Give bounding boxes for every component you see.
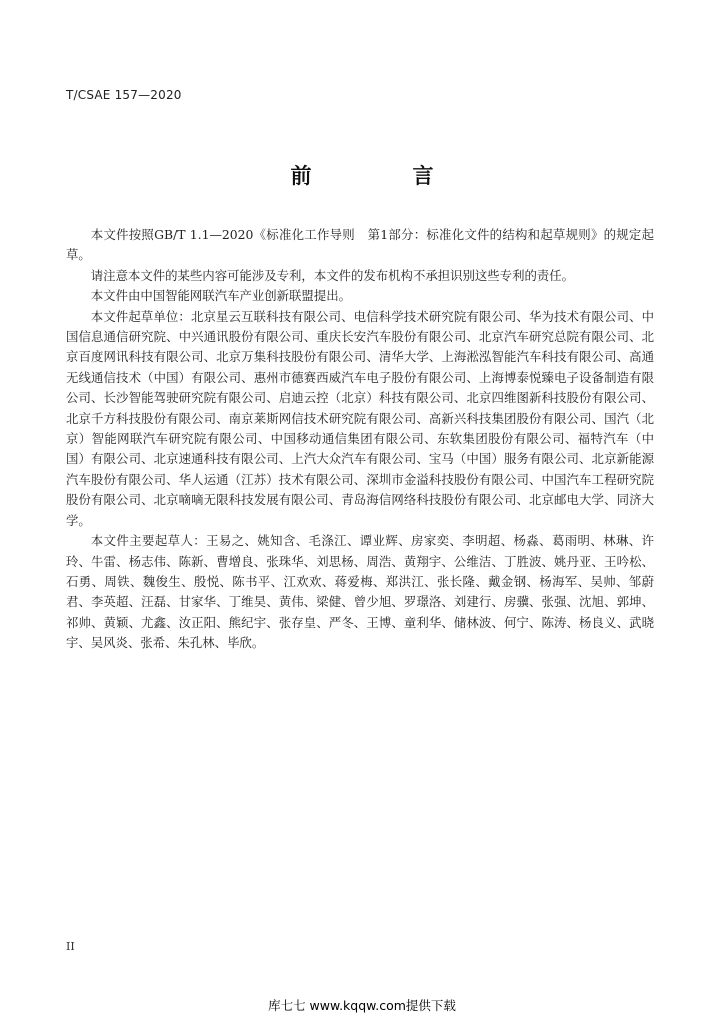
paragraph-drafting-rules: 本文件按照GB/T 1.1—2020《标准化工作导则 第1部分：标准化文件的结构和起草规则》的规定起草。 [66, 227, 654, 263]
page-number: II [66, 940, 75, 953]
page-title: 前 言 [290, 164, 474, 188]
paragraph-drafters: 本文件主要起草人：王易之、姚知含、毛涤江、谭业辉、房家奕、李明超、杨淼、葛雨明、林琳、许玲、牛雷、杨志伟、陈新、曹增良、张珠华、刘思杨、周浩、黄翔宇、公维洁、丁胜波、姚丹亚、王吟松、石勇、周铁、魏俊生、殷悦、陈书平、江欢欢、蒋爱梅、郑洪江、张长隆、戴金钢、杨海军、吴帅、邹蔚君、李英超、汪磊、甘家华、丁维昊、黄伟、梁健、曾少旭、罗璟洛、刘建行、房骥、张强、沈旭、郭坤、祁帅、黄颖、尤鑫、汝正阳、熊纪宇、张存皇、严冬、王博、童利华、储林波、何宁、陈涛、杨良义、武晓宇、吴风炎、张希、朱孔林、毕欣。 [66, 533, 654, 651]
standard-code: T/CSAE 157—2020 [66, 88, 182, 102]
paragraph-proposer: 本文件由中国智能网联汽车产业创新联盟提出。 [90, 288, 351, 304]
paragraph-drafting-units: 本文件起草单位：北京星云互联科技有限公司、电信科学技术研究院有限公司、华为技术有限公司、中国信息通信研究院、中兴通讯股份有限公司、重庆长安汽车股份有限公司、北京汽车研究总院有限公司、北京百度网讯科技有限公司、北京万集科技股份有限公司、清华大学、上海淞泓智能汽车科技有限公司、高通无线通信技术（中国）有限公司、惠州市德赛西威汽车电子股份有限公司、上海博泰悦臻电子设备制造有限公司、长沙智能驾驶研究院有限公司、启迪云控（北京）科技有限公司、北京四维图新科技股份有限公司、北京千方科技股份有限公司、南京莱斯网信技术研究院有限公司、高新兴科技集团股份有限公司、国汽（北京）智能网联汽车研究院有限公司、中国移动通信集团有限公司、东软集团股份有限公司、福特汽车（中国）有限公司、北京速通科技有限公司、上汽大众汽车有限公司、宝马（中国）服务有限公司、北京新能源汽车股份有限公司、华人运通（江苏）技术有限公司、深圳市金溢科技股份有限公司、中国汽车工程研究院股份有限公司、北京嘀嘀无限科技发展有限公司、青岛海信网络科技股份有限公司、北京邮电大学、同济大学。 [66, 308, 654, 528]
document-body [66, 225, 654, 654]
download-watermark: 库七七 www.kqqw.com提供下载 [268, 998, 456, 1013]
paragraph-patent-notice: 请注意本文件的某些内容可能涉及专利，本文件的发布机构不承担识别这些专利的责任。 [90, 267, 575, 283]
